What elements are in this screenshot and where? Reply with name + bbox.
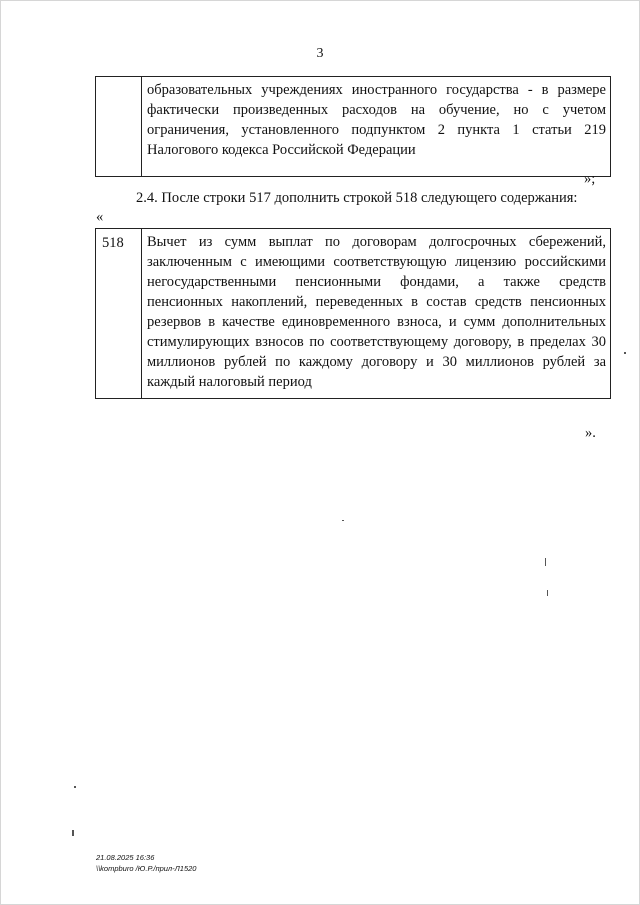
row-text-cell: Вычет из сумм выплат по договорам долгосрочных сбережений, заключенным с имеющими соответствующую лицензию российскими негосударственными пенсионными фондами, а также средств пенсионных накоплений, переведенных в состав средств пенсионных резервов в качестве единовременного взноса, и сумм дополнительных стимулирующих взносов по соответствующему договору, в пределах 30 миллионов рублей по каждому договору и 30 миллионов рублей за каждый налоговый период (142, 229, 611, 399)
row-number-cell: 518 (96, 229, 142, 399)
opening-quote-mark: « (96, 209, 104, 225)
table-new-row (95, 228, 611, 399)
table-row (96, 77, 611, 177)
scan-speck (547, 590, 548, 596)
scan-speck (342, 520, 344, 521)
closing-quote-mark-end: ». (585, 425, 596, 441)
scan-speck (624, 352, 626, 354)
table-row (96, 229, 611, 399)
row-number-cell (96, 77, 142, 177)
row-text-cell: образовательных учреждениях иностранного государства - в размере фактически произведенных расходов на обучение, но с учетом ограничения, установленного подпунктом 2 пункта 1 статьи 219 Налогового кодекса Российской Федерации (142, 77, 611, 177)
footer-date: 21.08.2025 16:36 (96, 853, 155, 862)
amendment-paragraph: 2.4. После строки 517 дополнить строкой 518 следующего содержания: (136, 190, 578, 206)
page-number: 3 (316, 46, 324, 61)
footer-reference: \\kompburo /Ю.Р./прил-Л1520 (96, 864, 197, 873)
table-continued (95, 76, 611, 177)
scan-speck (545, 558, 546, 566)
scan-speck (72, 830, 74, 836)
scan-speck (74, 786, 76, 788)
closing-quote-mark: »; (584, 171, 596, 187)
